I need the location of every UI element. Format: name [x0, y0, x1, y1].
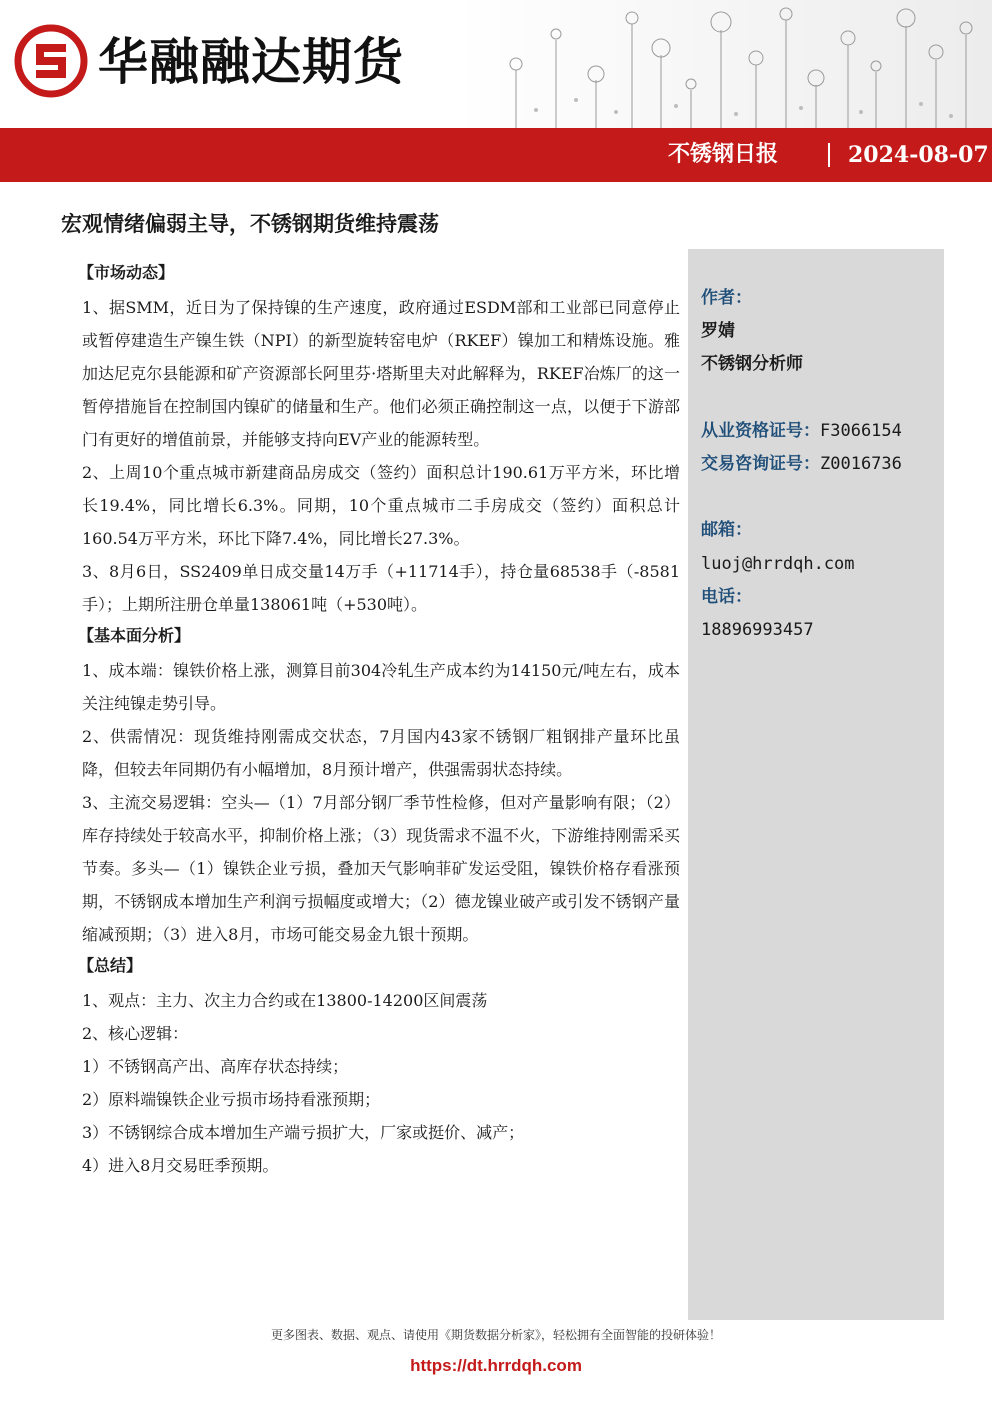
qualification-number: F3066154 — [820, 421, 902, 441]
section-market-news — [78, 258, 680, 621]
page-header — [0, 0, 992, 128]
paragraph: 2、核心逻辑： — [82, 1024, 189, 1043]
paragraph: 1、成本端：镍铁价格上涨，测算目前304冷轧生产成本约为14150元/吨左右，成本关注纯镍走势引导。 — [82, 661, 680, 713]
phone-label: 电话： — [701, 587, 752, 607]
paragraph: 3、8月6日，SS2409单日成交量14万手（+11714手），持仓量68538手（-8581手）；上期所注册仓单量138061吨（+530吨）。 — [82, 562, 680, 614]
footer-link[interactable]: https://dt.hrrdqh.com — [410, 1356, 582, 1375]
author-label: 作者： — [701, 288, 752, 308]
company-name: 华融融达期货 — [98, 33, 404, 91]
report-date: 2024-08-07 — [848, 142, 989, 168]
title-divider — [828, 143, 830, 167]
section-fundamentals — [78, 621, 680, 951]
qualification-line — [701, 418, 902, 444]
author-title: 不锈钢分析师 — [701, 354, 803, 374]
paragraph: 1、据SMM，近日为了保持镍的生产速度，政府通过ESDM部和工业部已同意停止或暂停建造生产镍生铁（NPI）的新型旋转窑电炉（RKEF）镍加工和精炼设施。雅加达尼克尔县能源和矿产资源部长阿里芬·塔斯里夫对此解释为，RKEF冶炼厂的这一暂停措施旨在控制国内镍矿的储量和生产。他们必须正确控制这一点，以便于下游部门有更好的增值前景，并能够支持向EV产业的能源转型。 — [82, 298, 680, 449]
paragraph: 3、主流交易逻辑：空头—（1）7月部分钢厂季节性检修，但对产量影响有限；（2）库存持续处于较高水平，抑制价格上涨；（3）现货需求不温不火，下游维持刚需采买节奏。多头—（1）镍铁企业亏损，叠加天气影响菲矿发运受阻，镍铁价格存看涨预期，不锈钢成本增加生产利润亏损幅度或增大；（2）德龙镍业破产或引发不锈钢产量缩减预期；（3）进入8月，市场可能交易金九银十预期。 — [82, 793, 680, 944]
section-summary — [78, 951, 680, 1182]
phone-number: 18896993457 — [701, 620, 814, 640]
consult-line — [701, 451, 902, 477]
paragraph: 3）不锈钢综合成本增加生产端亏损扩大，厂家或挺价、减产； — [82, 1123, 525, 1142]
paragraph: 2、供需情况：现货维持刚需成交状态，7月国内43家不锈钢厂粗钢排产量环比虽降，但较去年同期仍有小幅增加，8月预计增产，供强需弱状态持续。 — [82, 727, 680, 779]
author-sidebar — [688, 249, 944, 1320]
section-title: 【总结】 — [78, 956, 143, 975]
report-type: 不锈钢日报 — [668, 142, 779, 167]
paragraph: 2、上周10个重点城市新建商品房成交（签约）面积总计190.61万平方米，环比增长19.4%，同比增长6.3%。同期，10个重点城市二手房成交（签约）面积总计160.54万平方米，环比下降7.4%，同比增长27.3%。 — [82, 463, 680, 548]
section-title: 【基本面分析】 — [78, 626, 191, 645]
qualification-label: 从业资格证号： — [701, 421, 820, 441]
consult-label: 交易咨询证号： — [701, 454, 820, 474]
email-link[interactable]: luoj@hrrdqh.com — [701, 554, 855, 574]
company-logo-icon — [14, 24, 88, 98]
paragraph: 4）进入8月交易旺季预期。 — [82, 1156, 279, 1175]
main-content — [78, 258, 680, 1182]
report-headline: 宏观情绪偏弱主导，不锈钢期货维持震荡 — [61, 212, 439, 236]
report-title-bar — [0, 128, 992, 182]
footer-note: 更多图表、数据、观点、请使用《期货数据分析家》，轻松拥有全面智能的投研体验！ — [270, 1328, 721, 1342]
author-name: 罗婧 — [701, 321, 735, 341]
section-title: 【市场动态】 — [78, 263, 175, 282]
email-label: 邮箱： — [701, 520, 752, 540]
paragraph: 2）原料端镍铁企业亏损市场持看涨预期； — [82, 1090, 381, 1109]
paragraph: 1）不锈钢高产出、高库存状态持续； — [82, 1057, 349, 1076]
consult-number: Z0016736 — [820, 454, 902, 474]
paragraph: 1、观点：主力、次主力合约或在13800-14200区间震荡 — [82, 991, 488, 1010]
decorative-pattern — [456, 0, 992, 128]
